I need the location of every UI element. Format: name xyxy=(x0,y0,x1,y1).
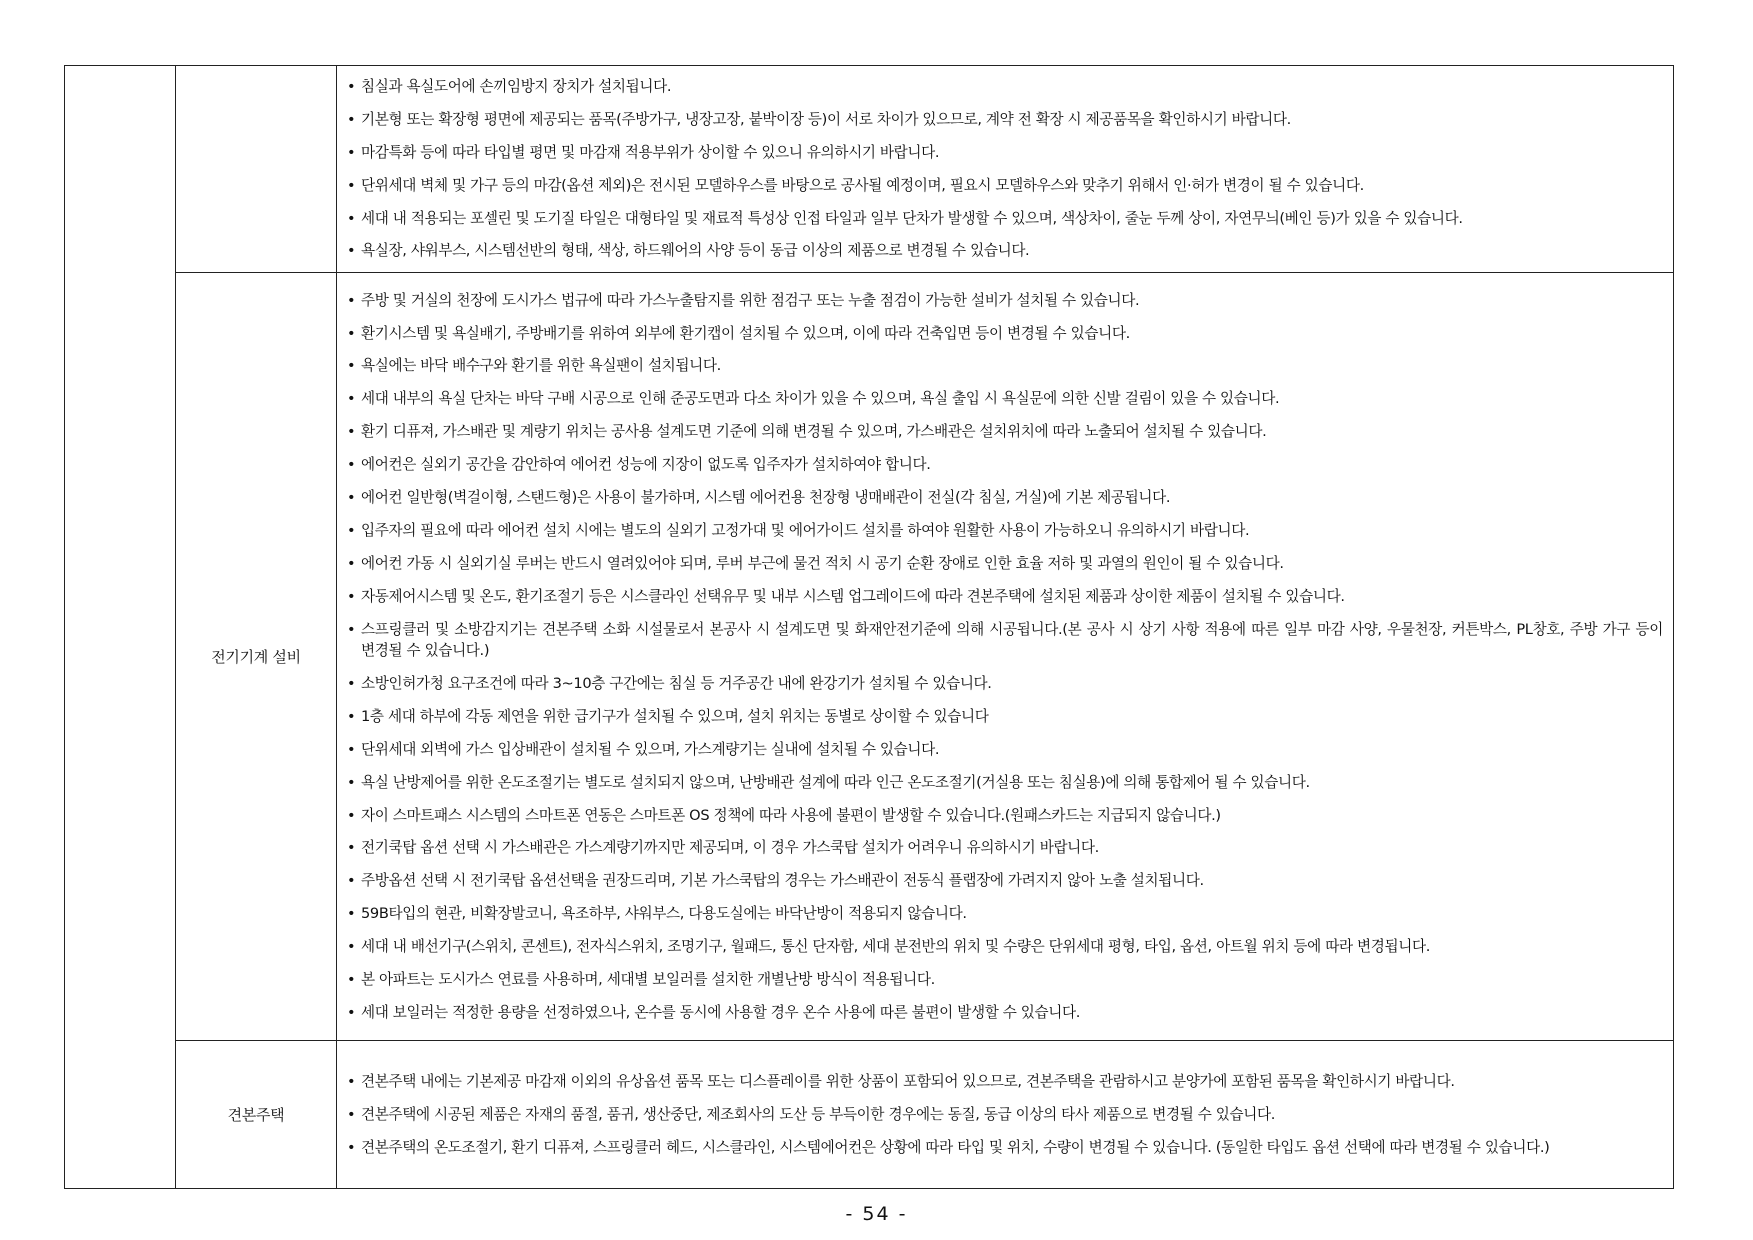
list-item: • 1층 세대 하부에 각동 제연을 위한 급기구가 설치될 수 있으며, 설치 위치는 동별로 상이할 수 있습니다 xyxy=(347,706,1663,728)
list-item: • 에어컨 가동 시 실외기실 루버는 반드시 열려있어야 되며, 루버 부근에 물건 적치 시 공기 순환 장애로 인한 효율 저하 및 과열의 원인이 될 수 있습니다. xyxy=(347,553,1663,575)
list-item: • 세대 내 적용되는 포셀린 및 도기질 타일은 대형타일 및 재료적 특성상 인접 타일과 일부 단차가 발생할 수 있으며, 색상차이, 줄눈 두께 상이, 자연무늬(베인 등)가 있을 수 있습니다. xyxy=(347,208,1663,230)
category-cell xyxy=(176,1041,337,1189)
list-item: • 마감특화 등에 따라 타입별 평면 및 마감재 적용부위가 상이할 수 있으니 유의하시기 바랍니다. xyxy=(347,142,1663,164)
list-item: • 기본형 또는 확장형 평면에 제공되는 품목(주방가구, 냉장고장, 붙박이장 등)이 서로 차이가 있으므로, 계약 전 확장 시 제공품목을 확인하시기 바랍니다. xyxy=(347,109,1663,131)
list-item: • 욕실에는 바닥 배수구와 환기를 위한 욕실팬이 설치됩니다. xyxy=(347,355,1663,377)
list-item: • 견본주택에 시공된 제품은 자재의 품절, 품귀, 생산중단, 제조회사의 도산 등 부득이한 경우에는 동질, 동급 이상의 타사 제품으로 변경될 수 있습니다. xyxy=(347,1104,1663,1126)
list-item: • 세대 보일러는 적정한 용량을 선정하였으나, 온수를 동시에 사용할 경우 온수 사용에 따른 불편이 발생할 수 있습니다. xyxy=(347,1002,1663,1024)
list-item: • 자동제어시스템 및 온도, 환기조절기 등은 시스클라인 선택유무 및 내부 시스템 업그레이드에 따라 견본주택에 설치된 제품과 상이한 제품이 설치될 수 있습니다. xyxy=(347,586,1663,608)
category-cell xyxy=(176,66,337,273)
table-row-finishes xyxy=(65,66,1674,273)
page-number: - 54 - xyxy=(845,1203,908,1225)
notice-list xyxy=(347,1071,1663,1158)
notice-list xyxy=(347,290,1663,1024)
list-item: • 입주자의 필요에 따라 에어컨 설치 시에는 별도의 실외기 고정가대 및 에어가이드 설치를 하여야 원활한 사용이 가능하오니 유의하시기 바랍니다. xyxy=(347,520,1663,542)
table-row-mechanical-electrical xyxy=(65,273,1674,1041)
list-item: • 욕실 난방제어를 위한 온도조절기는 별도로 설치되지 않으며, 난방배관 설계에 따라 인근 온도조절기(거실용 또는 침실용)에 의해 통합제어 될 수 있습니다. xyxy=(347,772,1663,794)
list-item: • 에어컨 일반형(벽걸이형, 스탠드형)은 사용이 불가하며, 시스템 에어컨용 천장형 냉매배관이 전실(각 침실, 거실)에 기본 제공됩니다. xyxy=(347,487,1663,509)
list-item: • 견본주택의 온도조절기, 환기 디퓨져, 스프링클러 헤드, 시스클라인, 시스템에어컨은 상황에 따라 타입 및 위치, 수량이 변경될 수 있습니다. (동일한 타입도 옵션 선택에 따라 변경될 수 있습니다.) xyxy=(347,1137,1663,1159)
list-item: • 단위세대 벽체 및 가구 등의 마감(옵션 제외)은 전시된 모델하우스를 바탕으로 공사될 예정이며, 필요시 모델하우스와 맞추기 위해서 인·허가 변경이 될 수 있습니다. xyxy=(347,175,1663,197)
table-row-model-house xyxy=(65,1041,1674,1189)
list-item: • 견본주택 내에는 기본제공 마감재 이외의 유상옵션 품목 또는 디스플레이를 위한 상품이 포함되어 있으므로, 견본주택을 관람하시고 분양가에 포함된 품목을 확인하시기 바랍니다. xyxy=(347,1071,1663,1093)
notice-list xyxy=(347,76,1663,262)
content-cell xyxy=(337,66,1674,273)
list-item: • 본 아파트는 도시가스 연료를 사용하며, 세대별 보일러를 설치한 개별난방 방식이 적용됩니다. xyxy=(347,969,1663,991)
list-item: • 스프링클러 및 소방감지기는 견본주택 소화 시설물로서 본공사 시 설계도면 및 화재안전기준에 의해 시공됩니다.(본 공사 시 상기 사항 적용에 따른 일부 마감 사양, 우물천장, 커튼박스, PL창호, 주방 가구 등이 변경될 수 있습니다.) xyxy=(347,619,1663,662)
content-cell xyxy=(337,1041,1674,1189)
list-item: • 자이 스마트패스 시스템의 스마트폰 연동은 스마트폰 OS 정책에 따라 사용에 불편이 발생할 수 있습니다.(원패스카드는 지급되지 않습니다.) xyxy=(347,805,1663,827)
list-item: • 에어컨은 실외기 공간을 감안하여 에어컨 성능에 지장이 없도록 입주자가 설치하여야 합니다. xyxy=(347,454,1663,476)
list-item: • 소방인허가청 요구조건에 따라 3~10층 구간에는 침실 등 거주공간 내에 완강기가 설치될 수 있습니다. xyxy=(347,673,1663,695)
list-item: • 전기쿡탑 옵션 선택 시 가스배관은 가스계량기까지만 제공되며, 이 경우 가스쿡탑 설치가 어려우니 유의하시기 바랍니다. xyxy=(347,837,1663,859)
category-label: 전기기계 설비 xyxy=(211,648,301,666)
list-item: • 환기시스템 및 욕실배기, 주방배기를 위하여 외부에 환기캡이 설치될 수 있으며, 이에 따라 건축입면 등이 변경될 수 있습니다. xyxy=(347,323,1663,345)
category-cell xyxy=(176,273,337,1041)
list-item: • 세대 내부의 욕실 단차는 바닥 구배 시공으로 인해 준공도면과 다소 차이가 있을 수 있으며, 욕실 출입 시 욕실문에 의한 신발 걸림이 있을 수 있습니다. xyxy=(347,388,1663,410)
list-item: • 59B타입의 현관, 비확장발코니, 욕조하부, 샤워부스, 다용도실에는 바닥난방이 적용되지 않습니다. xyxy=(347,903,1663,925)
category-label: 견본주택 xyxy=(227,1106,285,1124)
list-item: • 주방옵션 선택 시 전기쿡탑 옵션선택을 권장드리며, 기본 가스쿡탑의 경우는 가스배관이 전동식 플랩장에 가려지지 않아 노출 설치됩니다. xyxy=(347,870,1663,892)
notice-table xyxy=(64,65,1674,1189)
section-header-cell xyxy=(65,66,176,1189)
list-item: • 주방 및 거실의 천장에 도시가스 법규에 따라 가스누출탐지를 위한 점검구 또는 누출 점검이 가능한 설비가 설치될 수 있습니다. xyxy=(347,290,1663,312)
list-item: • 침실과 욕실도어에 손끼임방지 장치가 설치됩니다. xyxy=(347,76,1663,98)
list-item: • 단위세대 외벽에 가스 입상배관이 설치될 수 있으며, 가스계량기는 실내에 설치될 수 있습니다. xyxy=(347,739,1663,761)
list-item: • 세대 내 배선기구(스위치, 콘센트), 전자식스위치, 조명기구, 월패드, 통신 단자함, 세대 분전반의 위치 및 수량은 단위세대 평형, 타입, 옵션, 아트월 위치 등에 따라 변경됩니다. xyxy=(347,936,1663,958)
content-cell xyxy=(337,273,1674,1041)
list-item: • 환기 디퓨져, 가스배관 및 계량기 위치는 공사용 설계도면 기준에 의해 변경될 수 있으며, 가스배관은 설치위치에 따라 노출되어 설치될 수 있습니다. xyxy=(347,421,1663,443)
list-item: • 욕실장, 샤워부스, 시스템선반의 형태, 색상, 하드웨어의 사양 등이 동급 이상의 제품으로 변경될 수 있습니다. xyxy=(347,240,1663,262)
